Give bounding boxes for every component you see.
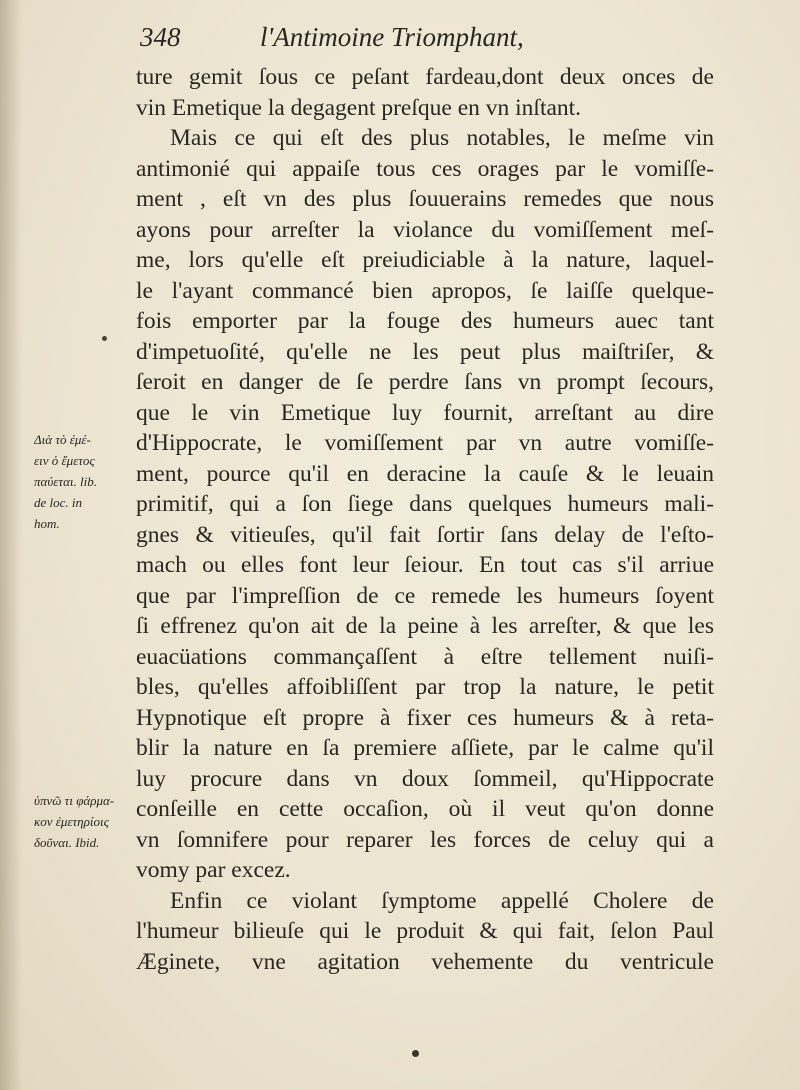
- text-line: Hypnotique eſt propre à fixer ces humeurs & à reta-: [136, 704, 714, 731]
- text-line: ayons pour arreſter la violance du vomiſſement meſ-: [136, 216, 714, 243]
- page-header: [140, 18, 580, 58]
- text-line: d'impetuoſité, qu'elle ne les peut plus maiſtriſer, &: [136, 338, 714, 365]
- text-line: fois emporter par la fouge des humeurs auec tant: [136, 308, 714, 334]
- text-line: Enfin ce violant ſymptome appellé Cholere de: [170, 887, 714, 914]
- text-line: que par l'impreſſion de ce remede les humeurs ſoyent: [136, 582, 714, 609]
- text-line: d'Hippocrate, le vomiſſement par vn autre vomiſſe-: [136, 430, 714, 456]
- text-line: le l'ayant commancé bien apropos, ſe laiſſe quelque-: [136, 277, 714, 304]
- main-text-block: [136, 62, 714, 977]
- ink-speck: [102, 336, 107, 341]
- text-line: ſeroit en danger de ſe perdre ſans vn prompt ſecours,: [136, 369, 714, 395]
- text-line: gnes & vitieuſes, qu'il fait ſortir ſans delay de l'eſto-: [136, 521, 714, 548]
- margin-note-line: Διὰ τὸ ἐμέ-: [34, 432, 91, 447]
- text-line: bles, qu'elles affoibliſſent par trop la nature, le petit: [136, 674, 714, 700]
- text-line: vomy par excez.: [136, 857, 291, 883]
- text-line: me, lors qu'elle eſt preiudiciable à la nature, laquel-: [136, 247, 714, 273]
- text-line: vin Emetique la degagent preſque en vn inſtant.: [136, 94, 582, 121]
- text-line: conſeille en cette occaſion, où il veut qu'on donne: [136, 796, 714, 822]
- margin-note-line: παύεται. lib.: [34, 474, 97, 489]
- text-line: ſi effrenez qu'on ait de la peine à les arreſter, & que les: [136, 613, 714, 639]
- text-line: ment , eſt vn des plus ſouuerains remedes que nous: [136, 186, 714, 212]
- margin-note-line: ὑπνῶ τι φάρμα-: [34, 793, 115, 808]
- margin-note-line: ειν ὁ ἔμετος: [34, 453, 95, 468]
- text-line: primitif, qui a ſon ſiege dans quelques humeurs mali-: [136, 491, 714, 517]
- text-line: euacüations commançaſſent à eſtre tellement nuiſi-: [136, 643, 714, 670]
- text-line: l'humeur bilieuſe qui le produit & qui fait, ſelon Paul: [136, 918, 714, 944]
- margin-note-line: de loc. in: [34, 495, 83, 510]
- text-line: mach ou elles font leur ſeiour. En tout cas s'il arriue: [136, 552, 714, 578]
- text-line: ment, pource qu'il en deracine la cauſe & le leuain: [136, 460, 714, 487]
- printer-ornament-dot: [412, 1050, 419, 1057]
- binding-shadow: [0, 0, 22, 1090]
- text-line: antimonié qui appaiſe tous ces orages par le vomiſſe-: [136, 155, 714, 182]
- text-line: que le vin Emetique luy fournit, arreſtant au dire: [136, 399, 714, 426]
- text-line: ture gemit ſous ce peſant fardeau,dont deux onces de: [136, 64, 714, 90]
- margin-note-line: δοῦναι. Ibid.: [34, 835, 100, 850]
- text-line: vn ſomnifere pour reparer les forces de celuy qui a: [136, 826, 714, 853]
- margin-note-ibid: [34, 790, 134, 853]
- running-title: l'Antimoine Triomphant,: [260, 22, 524, 52]
- margin-note-line: κον ἐμετηρίοις: [34, 814, 109, 829]
- text-line: Mais ce qui eſt des plus notables, le meſme vin: [170, 125, 714, 151]
- text-line: blir la nature en ſa premiere aſſiete, par le calme qu'il: [136, 735, 714, 761]
- text-line: luy procure dans vn doux ſommeil, qu'Hippocrate: [136, 765, 714, 792]
- margin-note-hippocrates: [34, 429, 134, 534]
- margin-note-line: hom.: [34, 516, 60, 531]
- text-line: Æginete, vne agitation vehemente du ventricule: [136, 948, 714, 975]
- page-number: 348: [140, 22, 181, 52]
